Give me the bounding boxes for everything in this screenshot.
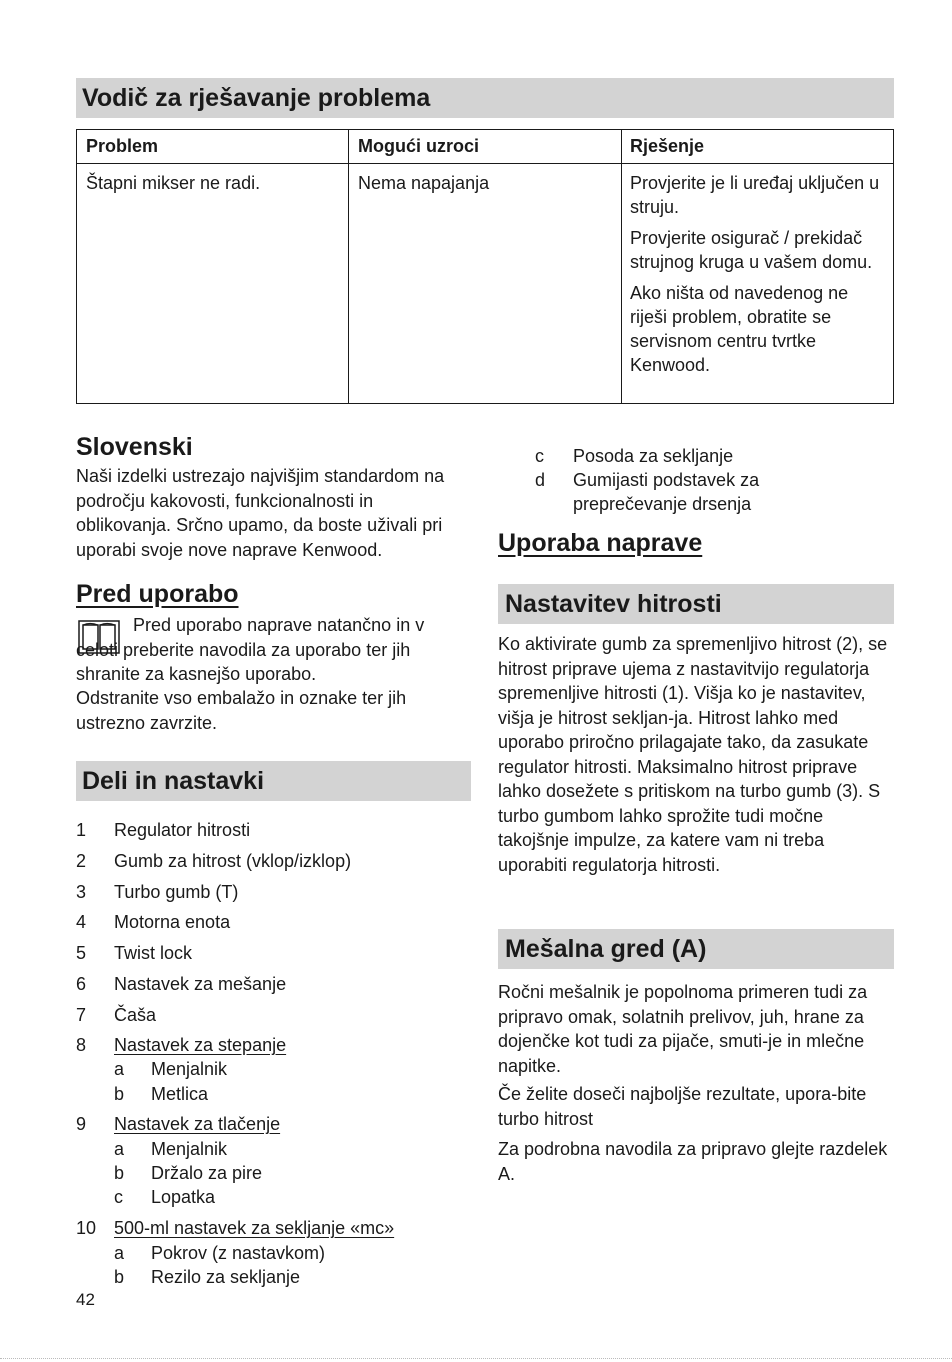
deli-title: Deli in nastavki bbox=[82, 767, 265, 795]
section-title-uporaba: Uporaba naprave bbox=[498, 529, 703, 557]
page-number: 42 bbox=[76, 1290, 95, 1309]
troubleshooting-title: Vodič za rješavanje problema bbox=[82, 84, 431, 112]
pred-uporabo-text2: Odstranite vso embalažo in oznake ter jih ustrezno zavrzite. bbox=[76, 688, 407, 733]
table-header-problem: Problem bbox=[86, 136, 159, 156]
nastavitev-title-bar bbox=[498, 584, 894, 624]
section-title-slovenski: Slovenski bbox=[76, 433, 193, 461]
mesalna-text: Ročni mešalnik je popolnoma primeren tudi za pripravo omak, solatnih prelivov, juh, hrane za dojenčke kot tudi za pijače, smuti-je in mlečne napitke. bbox=[498, 982, 868, 1076]
mesalna-title-bar bbox=[498, 929, 894, 969]
troubleshooting-title-bar bbox=[76, 78, 894, 118]
table-header-solution: Rješenje bbox=[630, 136, 705, 156]
table-header-cause: Mogući uzroci bbox=[358, 136, 479, 156]
intro-paragraph: Naši izdelki ustrezajo najvišjim standardom na področju kakovosti, funkcionalnosti in oblikovanja. Srčno upamo, da boste uživali pri uporabi svoje nove naprave Kenwood. bbox=[76, 466, 445, 560]
nastavitev-title: Nastavitev hitrosti bbox=[505, 590, 722, 618]
table-cell-cause: Nema napajanja bbox=[358, 173, 490, 193]
table-cell-solution bbox=[630, 171, 880, 384]
pred-uporabo-text: Pred uporabo naprave natančno in v celoti preberite navodila za uporabo ter jih shranite za kasnejšo uporabo. bbox=[76, 615, 425, 684]
troubleshooting-table bbox=[76, 129, 894, 404]
bottom-dotted-rule bbox=[0, 1358, 952, 1359]
table-cell-problem: Štapni mikser ne radi. bbox=[86, 173, 261, 193]
mesalna-title: Mešalna gred (A) bbox=[505, 935, 707, 963]
mesalna-text3: Za podrobna navodila za pripravo glejte razdelek A. bbox=[498, 1139, 888, 1184]
section-title-pred-uporabo: Pred uporabo bbox=[76, 580, 239, 608]
mesalna-text2: Če želite doseči najboljše rezultate, upora-bite turbo hitrost bbox=[498, 1084, 867, 1129]
nastavitev-text: Ko aktivirate gumb za spremenljivo hitrost (2), se hitrost priprave ujema z nastavitvijo regulatorja spremenljive hitrosti (1). Višja ko je nastavitev, višja je hitrost sekljan-ja. Hitrost lahko med uporabo priročno prilagajate tako, da zasukate regulator hitrosti. Maksimalno hitrost priprave lahko dosežete s pritiskom na turbo gumb (3). S turbo gumbom lahko sprožite tudi močne takojšnje impulze, za katere vam ni treba uporabiti regulatorja hitrosti. bbox=[498, 634, 888, 875]
solution-item: Provjerite je li uređaj uključen u struju. bbox=[630, 173, 880, 217]
solution-item: Ako ništa od navedenog ne riješi problem, obratite se servisnom centru tvrtke Kenwood. bbox=[630, 283, 849, 375]
solution-item: Provjerite osigurač / prekidač strujnog kruga u vašem domu. bbox=[630, 228, 873, 272]
deli-title-bar bbox=[76, 761, 471, 801]
